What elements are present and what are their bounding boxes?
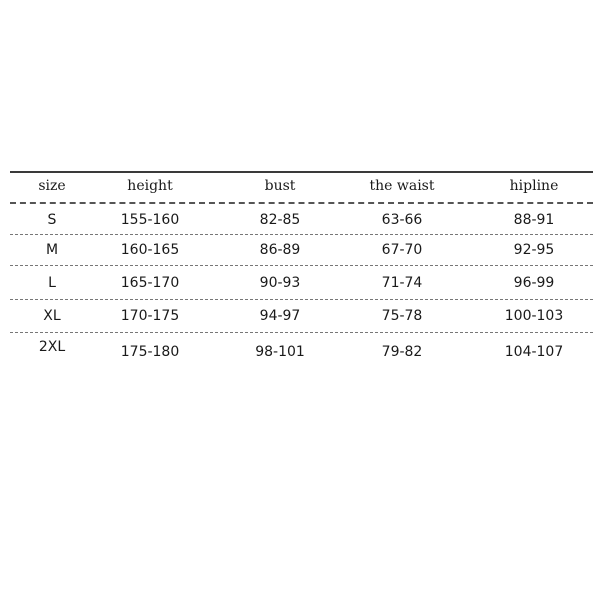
header-waist: the waist — [369, 178, 435, 194]
row-divider — [10, 265, 593, 266]
cell-size: 2XL — [38, 339, 66, 355]
table-row-l — [10, 271, 593, 295]
cell-height: 165-170 — [120, 275, 180, 291]
table-top-rule — [10, 171, 593, 173]
cell-hipline: 100-103 — [504, 308, 564, 324]
table-row-m — [10, 238, 593, 262]
cell-height: 155-160 — [120, 212, 180, 228]
cell-hipline: 92-95 — [513, 242, 555, 258]
header-divider — [10, 202, 593, 204]
cell-size: M — [45, 242, 59, 258]
cell-bust: 82-85 — [259, 212, 301, 228]
cell-waist: 79-82 — [381, 344, 423, 360]
table-row-xl — [10, 304, 593, 328]
table-row-s — [10, 208, 593, 232]
table-row-2xl — [10, 340, 593, 364]
cell-waist: 75-78 — [381, 308, 423, 324]
cell-size: XL — [43, 308, 61, 324]
cell-bust: 94-97 — [259, 308, 301, 324]
cell-waist: 63-66 — [381, 212, 423, 228]
row-divider — [10, 234, 593, 235]
row-divider — [10, 332, 593, 333]
cell-height: 175-180 — [120, 344, 180, 360]
cell-waist: 67-70 — [381, 242, 423, 258]
cell-hipline: 104-107 — [504, 344, 564, 360]
cell-hipline: 88-91 — [513, 212, 555, 228]
table-header-row — [10, 174, 593, 198]
cell-height: 170-175 — [120, 308, 180, 324]
header-size: size — [38, 178, 66, 194]
cell-hipline: 96-99 — [513, 275, 555, 291]
cell-size: L — [48, 275, 56, 291]
cell-waist: 71-74 — [381, 275, 423, 291]
row-divider — [10, 299, 593, 300]
header-height: height — [127, 178, 173, 194]
cell-bust: 86-89 — [259, 242, 301, 258]
cell-size: S — [47, 212, 57, 228]
cell-height: 160-165 — [120, 242, 180, 258]
header-hipline: hipline — [509, 178, 559, 194]
cell-bust: 98-101 — [255, 344, 305, 360]
header-bust: bust — [264, 178, 296, 194]
cell-bust: 90-93 — [259, 275, 301, 291]
